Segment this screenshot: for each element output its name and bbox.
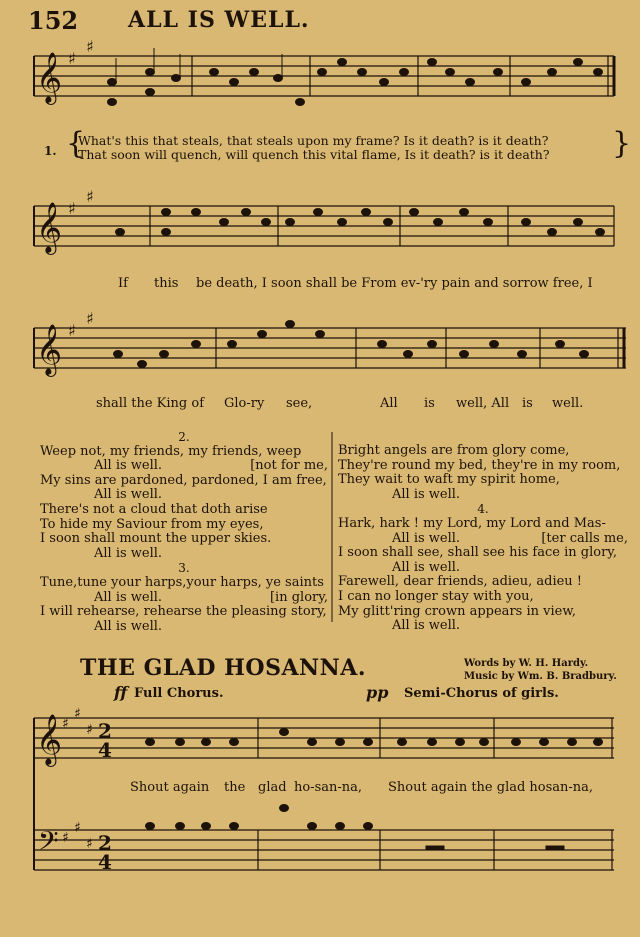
notes-staff-5: [146, 805, 565, 851]
svg-text:♯: ♯: [62, 716, 69, 732]
verse-1-number: 1.: [44, 144, 57, 158]
v3-line: All is well.: [94, 589, 163, 605]
v4-line: Hark, hark ! my Lord, my Lord and Mas-: [338, 515, 606, 531]
svg-text:♯: ♯: [68, 49, 76, 68]
full-chorus-label: Full Chorus.: [134, 686, 224, 701]
svg-text:♯: ♯: [86, 37, 94, 56]
refrain-2-word-4: All: [380, 396, 398, 411]
v4-line: My glitt'ring crown appears in view,: [338, 603, 577, 619]
r-line: They're round my bed, they're in my room,: [338, 457, 621, 473]
verse-2-number: 2.: [178, 430, 190, 444]
song-2-lyric-4: ho-san-na,: [294, 780, 363, 795]
dynamic-ff: ff: [114, 683, 128, 702]
v4-line: Farewell, dear friends, adieu, adieu !: [338, 574, 583, 590]
svg-text:4: 4: [98, 850, 112, 874]
right-brace: }: [612, 126, 632, 161]
words-credit: Words by W. H. Hardy.: [464, 658, 589, 669]
v3-line: Tune,tune your harps,your harps, ye saints: [40, 574, 324, 590]
refrain-2-word-3: see,: [286, 396, 313, 411]
v2-line: All is well.: [94, 545, 163, 561]
v4-line: All is well.: [392, 559, 461, 575]
r-line: All is well.: [392, 486, 461, 502]
notes-staff-2: [116, 209, 605, 236]
verse-1-line-1: What's this that steals, that steals upon my frame? Is it death? is it death?: [78, 133, 549, 148]
verse-3-number: 3.: [178, 561, 190, 576]
staff-5: [34, 758, 614, 870]
v4-line-pair: [338, 532, 628, 547]
semi-chorus-label: Semi-Chorus of girls.: [404, 686, 559, 701]
v3-line: All is well.: [94, 618, 163, 634]
v4-line: [ter calls me,: [541, 530, 628, 546]
svg-text:♯: ♯: [62, 830, 69, 846]
svg-text:2: 2: [98, 719, 112, 743]
v4-line: All is well.: [392, 618, 461, 634]
v4-line: I soon shall see, shall see his face in glory,: [338, 545, 618, 561]
v2-line: Weep not, my friends, my friends, weep: [40, 443, 302, 459]
svg-text:♯: ♯: [86, 187, 94, 206]
v4-line: All is well.: [392, 530, 461, 546]
v2-line: All is well.: [94, 458, 163, 474]
v2-line: My sins are pardoned, pardoned, I am free,: [40, 472, 327, 488]
svg-text:♯: ♯: [68, 199, 76, 218]
refrain-1-word-2: this: [154, 276, 179, 291]
v2-line: To hide my Saviour from my eyes,: [40, 516, 264, 532]
svg-text:𝄞: 𝄞: [36, 324, 63, 375]
refrain-2-word-7: is: [522, 396, 533, 411]
svg-text:♯: ♯: [74, 706, 81, 722]
verse-1-line-2: That soon will quench, will quench this vital flame, Is it death? is it death?: [78, 147, 550, 162]
stanzas-left: [40, 430, 328, 634]
v3-line: I will rehearse, rehearse the pleasing story,: [40, 604, 327, 620]
song-2-title: THE GLAD HOSANNA.: [80, 655, 367, 681]
v2-line: I soon shall mount the upper skies.: [40, 531, 272, 547]
song-2-lyric-5: Shout again the glad hosan-na,: [388, 780, 594, 795]
refrain-2-word-2: Glo-ry: [224, 396, 265, 411]
r-line: They wait to waft my spirit home,: [338, 472, 560, 488]
svg-text:𝄞: 𝄞: [36, 714, 63, 765]
v3-line: [in glory,: [269, 589, 328, 605]
v2-line: There's not a cloud that doth arise: [40, 501, 268, 517]
refrain-2-word-1: shall the King of: [96, 396, 204, 411]
refrain-1-word-1: If: [118, 276, 128, 291]
svg-text:𝄞: 𝄞: [36, 202, 63, 253]
staff-2: [34, 206, 614, 246]
notes-staff-4: [146, 729, 603, 746]
refrain-1-word-3: be death, I soon shall be From ev-'ry pain and sorrow free, I: [196, 276, 593, 291]
svg-text:♯: ♯: [86, 836, 93, 852]
verse-4-number: 4.: [477, 502, 489, 517]
dynamic-pp: pp: [366, 683, 389, 702]
r-line: Bright angels are from glory come,: [338, 443, 570, 458]
song-2-lyric-3: glad: [258, 780, 287, 795]
music-credit: Music by Wm. B. Bradbury.: [464, 671, 617, 682]
staff-4: [34, 718, 614, 758]
v2-line: [not for me,: [250, 458, 328, 474]
refrain-2-word-8: well.: [552, 396, 584, 411]
left-brace: {: [66, 126, 86, 161]
staff-3: [34, 328, 626, 368]
v3-line-pair: [40, 591, 328, 606]
v4-line: I can no longer stay with you,: [338, 588, 534, 604]
refrain-2-word-5: is: [424, 396, 435, 411]
verse-1-lines: [78, 134, 550, 162]
v2-line: All is well.: [94, 487, 163, 503]
hymn-title: ALL IS WELL.: [128, 7, 310, 33]
svg-text:♯: ♯: [86, 309, 94, 328]
svg-text:𝄢: 𝄢: [38, 825, 59, 863]
svg-text:♯: ♯: [74, 820, 81, 836]
stanzas-right: [338, 444, 628, 634]
svg-text:4: 4: [98, 738, 112, 762]
svg-text:𝄞: 𝄞: [36, 52, 63, 103]
song-2-lyric-2: the: [224, 780, 246, 795]
svg-text:♯: ♯: [68, 321, 76, 340]
v2-line-pair: [40, 459, 328, 474]
staff-1: [34, 56, 614, 96]
page-number: 152: [28, 6, 79, 35]
notes-staff-1: [108, 48, 603, 106]
song-2-lyric-1: Shout again: [130, 780, 210, 795]
refrain-2-word-6: well, All: [456, 396, 510, 411]
svg-text:♯: ♯: [86, 722, 93, 738]
svg-text:2: 2: [98, 831, 112, 855]
